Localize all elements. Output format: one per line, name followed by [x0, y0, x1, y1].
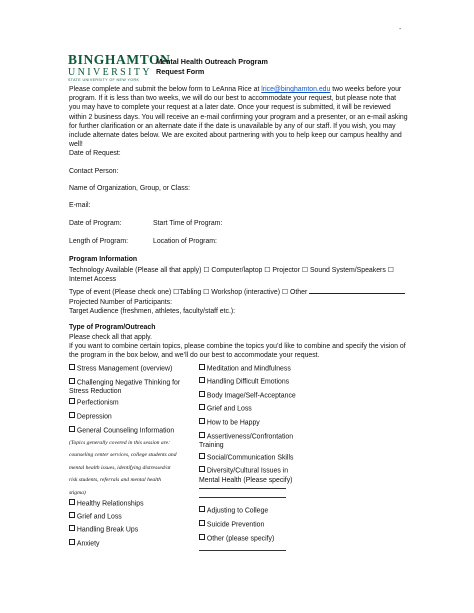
form-title-line-2: Request Form — [156, 67, 205, 76]
logo-line-2: UNIVERSITY — [68, 67, 152, 78]
topic-label: How to be Happy — [206, 419, 260, 427]
checkbox[interactable] — [199, 404, 205, 410]
checkbox[interactable] — [69, 512, 75, 518]
checkbox[interactable] — [69, 412, 75, 418]
topic-label: Assertiveness/Confrontation — [206, 433, 294, 441]
other-specify-line[interactable] — [199, 550, 286, 551]
topic-label: Diversity/Cultural Issues in — [206, 467, 289, 475]
checkbox[interactable] — [199, 391, 205, 397]
check-all-note: Please check all that apply. — [69, 334, 152, 341]
topic-stress-management[interactable] — [69, 364, 172, 374]
topic-label: Perfectionism — [76, 399, 119, 407]
topic-label: Grief and Loss — [206, 405, 252, 413]
checkbox[interactable] — [69, 539, 75, 545]
diversity-specify-line-2[interactable] — [199, 497, 286, 498]
date-of-request-label: Date of Request: — [69, 150, 121, 157]
date-of-program-label: Date of Program: — [69, 220, 122, 227]
checkbox[interactable] — [199, 466, 205, 472]
organization-label: Name of Organization, Group, or Class: — [69, 185, 191, 192]
topic-label: Suicide Prevention — [206, 521, 265, 529]
topic-social-skills[interactable] — [199, 453, 293, 463]
topic-label: Adjusting to College — [206, 507, 269, 515]
checkbox[interactable] — [199, 377, 205, 383]
form-title-line-1: Mental Health Outreach Program — [156, 57, 268, 66]
binghamton-logo — [68, 52, 171, 83]
topic-label: Meditation and Mindfulness — [206, 365, 291, 373]
intro-pre: Please complete and submit the below form to LeAnna Rice at — [69, 86, 262, 93]
intro-paragraph — [69, 85, 409, 149]
start-time-label: Start Time of Program: — [153, 220, 223, 227]
topic-negative-thinking-cont: Stress Reduction — [69, 388, 122, 395]
topic-body-image[interactable] — [199, 391, 296, 401]
topic-perfectionism[interactable] — [69, 398, 119, 408]
form-title — [156, 57, 268, 77]
topic-label: General Counseling Information — [76, 427, 175, 435]
program-information-heading: Program Information — [69, 256, 138, 263]
checkbox[interactable] — [69, 499, 75, 505]
topic-grief-loss-left[interactable] — [69, 512, 122, 522]
topic-label: Body Image/Self-Acceptance — [206, 392, 296, 400]
topic-meditation[interactable] — [199, 364, 291, 374]
participants-line: Projected Number of Participants: — [69, 299, 173, 306]
topic-assertiveness-cont: Training — [199, 442, 224, 449]
logo-line-3: STATE UNIVERSITY OF NEW YORK — [68, 78, 140, 82]
type-of-program-heading: Type of Program/Outreach — [69, 324, 156, 331]
diversity-specify-line-1[interactable] — [199, 488, 286, 489]
topic-suicide-prevention[interactable] — [199, 520, 264, 530]
topic-label: Other (please specify) — [206, 535, 275, 543]
topic-label: Social/Communication Skills — [206, 454, 294, 462]
topic-label: Challenging Negative Thinking for — [76, 379, 181, 387]
checkbox[interactable] — [199, 520, 205, 526]
topic-label: Healthy Relationships — [76, 500, 144, 508]
checkbox[interactable] — [69, 525, 75, 531]
checkbox[interactable] — [199, 453, 205, 459]
topic-other[interactable] — [199, 534, 274, 544]
contact-email-link[interactable]: lrice@binghamton.edu — [261, 86, 331, 93]
checkbox[interactable] — [199, 534, 205, 540]
topic-general-counseling[interactable] — [69, 426, 174, 436]
topic-how-to-be-happy[interactable] — [199, 418, 260, 428]
target-audience-line: Target Audience (freshmen, athletes, faculty/staff etc.): — [69, 308, 236, 315]
intro-post: two weeks before your program. If it is less than two weeks, we will do our best to accommodate your request, but please note that you may have to complete your request at a later date. Once your request is submitted, it will be reviewed within 2 business days. You will receive an e-mail confirming your program and a presenter, or an e-mail asking for further clarification or an alternate date if the date is unavailable by any of our staff. If you wish, you may include alternate dates below. We are excited about partnering with you to help keep our campus healthy and well! — [69, 86, 408, 149]
topic-grief-loss-right[interactable] — [199, 404, 252, 414]
topic-diversity[interactable] — [199, 466, 288, 476]
topic-label: Depression — [76, 413, 112, 421]
checkbox[interactable] — [69, 364, 75, 370]
combine-topics-note: If you want to combine certain topics, please combine the topics you’d like to combine and specify the vision of the program in the box below, and we’ll do our best to accommodate your request. — [69, 343, 406, 360]
email-label: E-mail: — [69, 202, 91, 209]
contact-person-label: Contact Person: — [69, 168, 119, 175]
checkbox[interactable] — [69, 398, 75, 404]
topic-depression[interactable] — [69, 412, 112, 422]
checkbox[interactable] — [199, 364, 205, 370]
topic-label: Handling Difficult Emotions — [206, 378, 290, 386]
topic-label: Handling Break Ups — [76, 526, 139, 534]
topic-adjusting-college[interactable] — [199, 506, 268, 516]
event-type-text: Type of event (Please check one) ☐Tabling ☐ Workshop (interactive) ☐ Other — [69, 289, 308, 296]
general-counseling-note: (Topics generally covered in this session are: counseling center services, college students and mental health issues, identifying distressed/at risk students, referrals and mental health stigma) — [69, 440, 177, 496]
checkbox[interactable] — [69, 378, 75, 384]
other-blank-line[interactable] — [309, 287, 405, 294]
topic-anxiety[interactable] — [69, 539, 100, 549]
logo-line-1: BINGHAMTON — [68, 52, 171, 67]
topic-break-ups[interactable] — [69, 525, 138, 535]
length-of-program-label: Length of Program: — [69, 238, 128, 245]
checkbox[interactable] — [199, 432, 205, 438]
location-label: Location of Program: — [153, 238, 217, 245]
page-mark: - — [399, 26, 402, 33]
topic-difficult-emotions[interactable] — [199, 377, 289, 387]
topic-label: Anxiety — [76, 540, 100, 548]
topic-label: Grief and Loss — [76, 513, 122, 521]
checkbox[interactable] — [69, 426, 75, 432]
checkbox[interactable] — [199, 506, 205, 512]
checkbox[interactable] — [199, 418, 205, 424]
event-type-line — [69, 287, 414, 297]
topic-healthy-relationships[interactable] — [69, 499, 144, 509]
technology-available-line: Technology Available (Please all that apply) ☐ Computer/laptop ☐ Projector ☐ Sound System/Speakers ☐ Internet Access — [69, 267, 394, 284]
topic-label: Stress Management (overview) — [76, 365, 173, 373]
topic-diversity-cont: Mental Health (Please specify) — [199, 477, 293, 484]
